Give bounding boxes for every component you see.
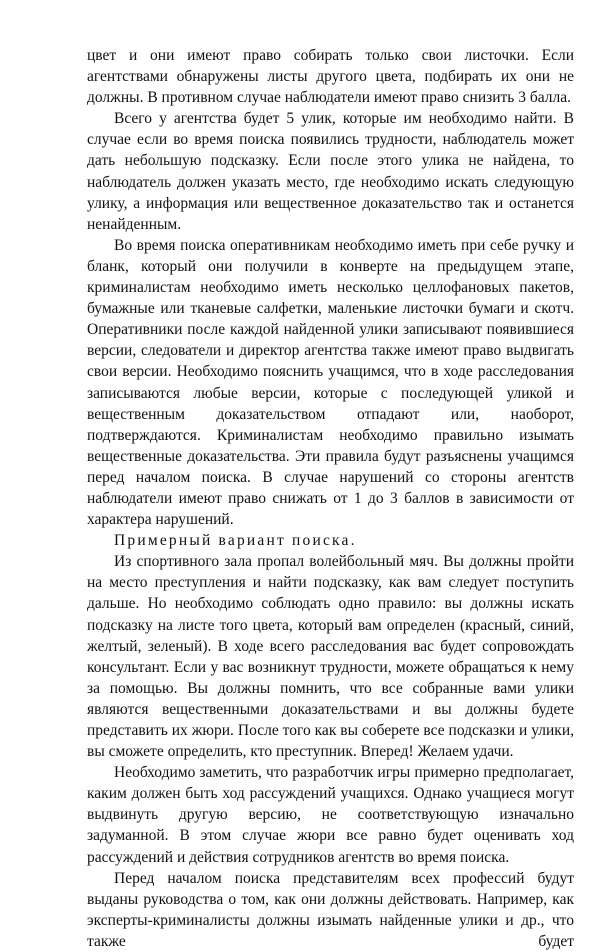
paragraph: Перед началом поиска представителям всех профессий будут выданы руководства о том, как они должны действовать. Например, как эксперты-криминалисты должны изымать найденные улики и др., что также будет [87, 869, 574, 950]
paragraph: Необходимо заметить, что разработчик игры примерно предполагает, каким должен быть ход рассуждений учащихся. Однако учащиеся могут выдвинуть другую версию, не соответствующую изначально задуманной. В этом случае жюри все равно будет оценивать ход рассуждений и действия сотрудников агентств во время поиска. [87, 764, 574, 866]
paragraph: Во время поиска оперативникам необходимо иметь при себе ручку и бланк, который они получили в конверте на предыдущем этапе, криминалистам необходимо иметь несколько целлофановых пакетов, бумажные или тканевые салфетки, маленькие листочки бумаги и скотч. Оперативники после каждой найденной улики записывают появившиеся версии, следователи и директор агентства также имеют право выдвигать свои версии. Необходимо пояснить учащимся, что в ходе расследования записываются любые версии, которые с последующей уликой и вещественным доказательством отпадают или, наоборот, подтверждаются. Криминалистам необходимо правильно изымать вещественные доказательства. Эти правила будут разъяснены учащимся перед началом поиска. В случае нарушений со стороны агентств наблюдатели имеют право снижать от 1 до 3 баллов в зависимости от характера нарушений. [87, 236, 574, 529]
paragraph: Из спортивного зала пропал волейбольный мяч. Вы должны пройти на место преступления и найти подсказку, как вам следует поступить дальше. Но необходимо соблюдать одно правило: вы должны искать подсказку на листе того цвета, который вам определен (красный, синий, желтый, зеленый). В ходе всего расследования вас будет сопровождать консультант. Если у вас возникнут трудности, можете обращаться к нему за помощью. Вы должны помнить, что все собранные вами улики являются вещественными доказательствами и вы должны будете представить их жюри. После того как вы соберете все подсказки и улики, вы сможете определить, кто преступник. Вперед! Желаем удачи. [87, 553, 574, 761]
paragraph: Всего у агентства будет 5 улик, которые им необходимо найти. В случае если во время поиска появились трудности, наблюдатель может дать небольшую подсказку. Если после этого улика не найдена, то наблюдатель должен указать место, где необходимо искать следующую улику, а информация или вещественное доказательство так и останется ненайденным. [87, 110, 574, 233]
section-heading: Примерный вариант поиска. [114, 532, 357, 550]
paragraph: цвет и они имеют право собирать только свои листочки. Если агентствами обнаружены листы другого цвета, подбирать их они не должны. В противном случае наблюдатели имеют право снизить 3 балла. [87, 47, 574, 107]
document-page [87, 45, 574, 952]
